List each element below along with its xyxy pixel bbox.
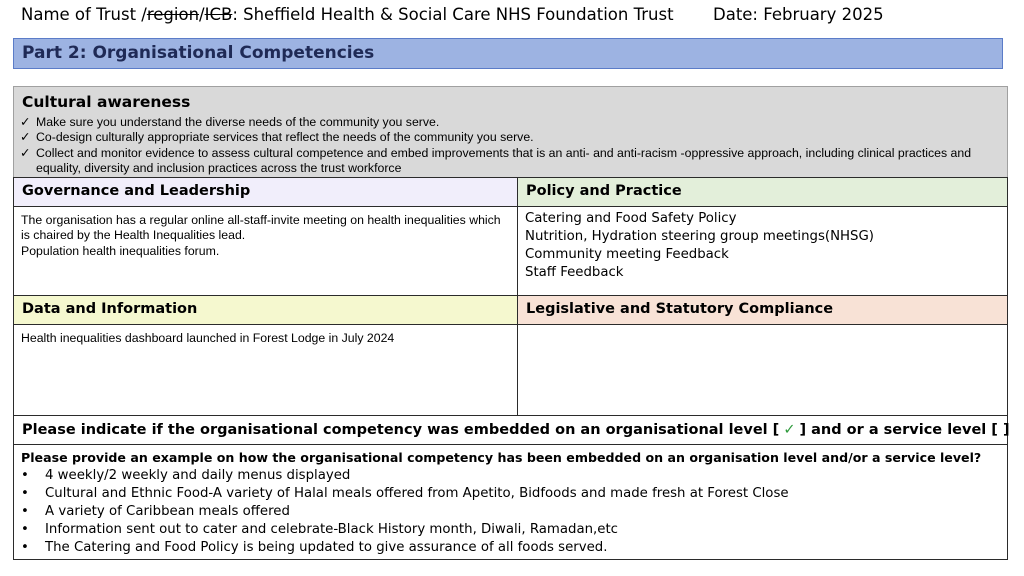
text-line: Community meeting Feedback: [525, 247, 729, 262]
legislative-heading: Legislative and Statutory Compliance: [517, 295, 1008, 325]
slash: /: [199, 5, 205, 24]
list-item: • 4 weekly/2 weekly and daily menus displayed: [21, 468, 351, 483]
text-line: Population health inequalities forum.: [21, 243, 220, 258]
struck-icb: ICB: [204, 5, 233, 24]
checkmark-icon: ✓: [20, 145, 31, 160]
bullet-icon: •: [21, 522, 29, 537]
text-line: Staff Feedback: [525, 265, 624, 280]
text-line: The organisation has a regular online all-staff-invite meeting on health inequalities which is chaired by the Health Inequalities lead.: [21, 213, 501, 243]
checklist-item: ✓ Collect and monitor evidence to assess cultural competence and embed improvements that is an anti- and anti-racism -oppressive approach, including clinical practices and equality, diversity and inclusion practices across the trust workforce: [20, 145, 972, 176]
cultural-awareness-box: [13, 86, 1008, 178]
part-banner: [13, 38, 1003, 69]
legislative-content: [517, 324, 1008, 416]
text-line: Nutrition, Hydration steering group meetings(NHSG): [525, 229, 874, 244]
policy-content: [517, 206, 1008, 296]
embedding-level-question: Please indicate if the organisational competency was embedded on an organisational level [ ✓ ] and or a service level [ ]: [22, 422, 1010, 438]
bullet-icon: •: [21, 468, 29, 483]
checkmark-icon: ✓: [20, 130, 31, 145]
document-date: Date: February 2025: [713, 5, 884, 24]
cultural-checklist: [20, 115, 995, 177]
competency-grid: [13, 86, 1008, 560]
green-checkmark-icon: ✓: [783, 422, 796, 438]
text-line: Catering and Food Safety Policy: [525, 211, 737, 226]
checklist-item: ✓ Co-design culturally appropriate services that reflect the needs of the community you serve.: [20, 130, 534, 145]
list-item: • A variety of Caribbean meals offered: [21, 504, 290, 519]
example-box: [13, 444, 1008, 560]
trust-title: : Sheffield Health & Social Care NHS Foundation Trust: [232, 5, 674, 24]
embedding-level-row: [13, 415, 1008, 445]
list-item: • Cultural and Ethnic Food-A variety of Halal meals offered from Apetito, Bidfoods and made fresh at Forest Close: [21, 486, 789, 501]
trust-prefix: Name of Trust /: [21, 5, 147, 24]
bullet-icon: •: [21, 486, 29, 501]
page-title: Part 2: Organisational Competencies: [22, 43, 375, 63]
checklist-item: ✓ Make sure you understand the diverse needs of the community you serve.: [20, 115, 440, 129]
text-line: Health inequalities dashboard launched in Forest Lodge in July 2024: [21, 331, 395, 345]
example-question: Please provide an example on how the organisational competency has been embedded on an organisation level and/or a service level?: [21, 450, 982, 465]
bullet-icon: •: [21, 504, 29, 519]
cultural-awareness-title: Cultural awareness: [22, 93, 191, 111]
trust-name: [21, 5, 674, 24]
data-info-heading: Data and Information: [13, 295, 518, 325]
policy-heading: Policy and Practice: [517, 177, 1008, 207]
list-item: • Information sent out to cater and celebrate-Black History month, Diwali, Ramadan,etc: [21, 522, 618, 537]
example-bullet-list: [21, 467, 789, 557]
governance-heading: Governance and Leadership: [13, 177, 518, 207]
checkmark-icon: ✓: [20, 115, 31, 129]
struck-region: region: [146, 5, 200, 24]
bullet-icon: •: [21, 540, 29, 555]
list-item: • The Catering and Food Policy is being updated to give assurance of all foods served.: [21, 540, 608, 555]
data-info-content: [13, 324, 518, 416]
governance-content: [13, 206, 518, 296]
